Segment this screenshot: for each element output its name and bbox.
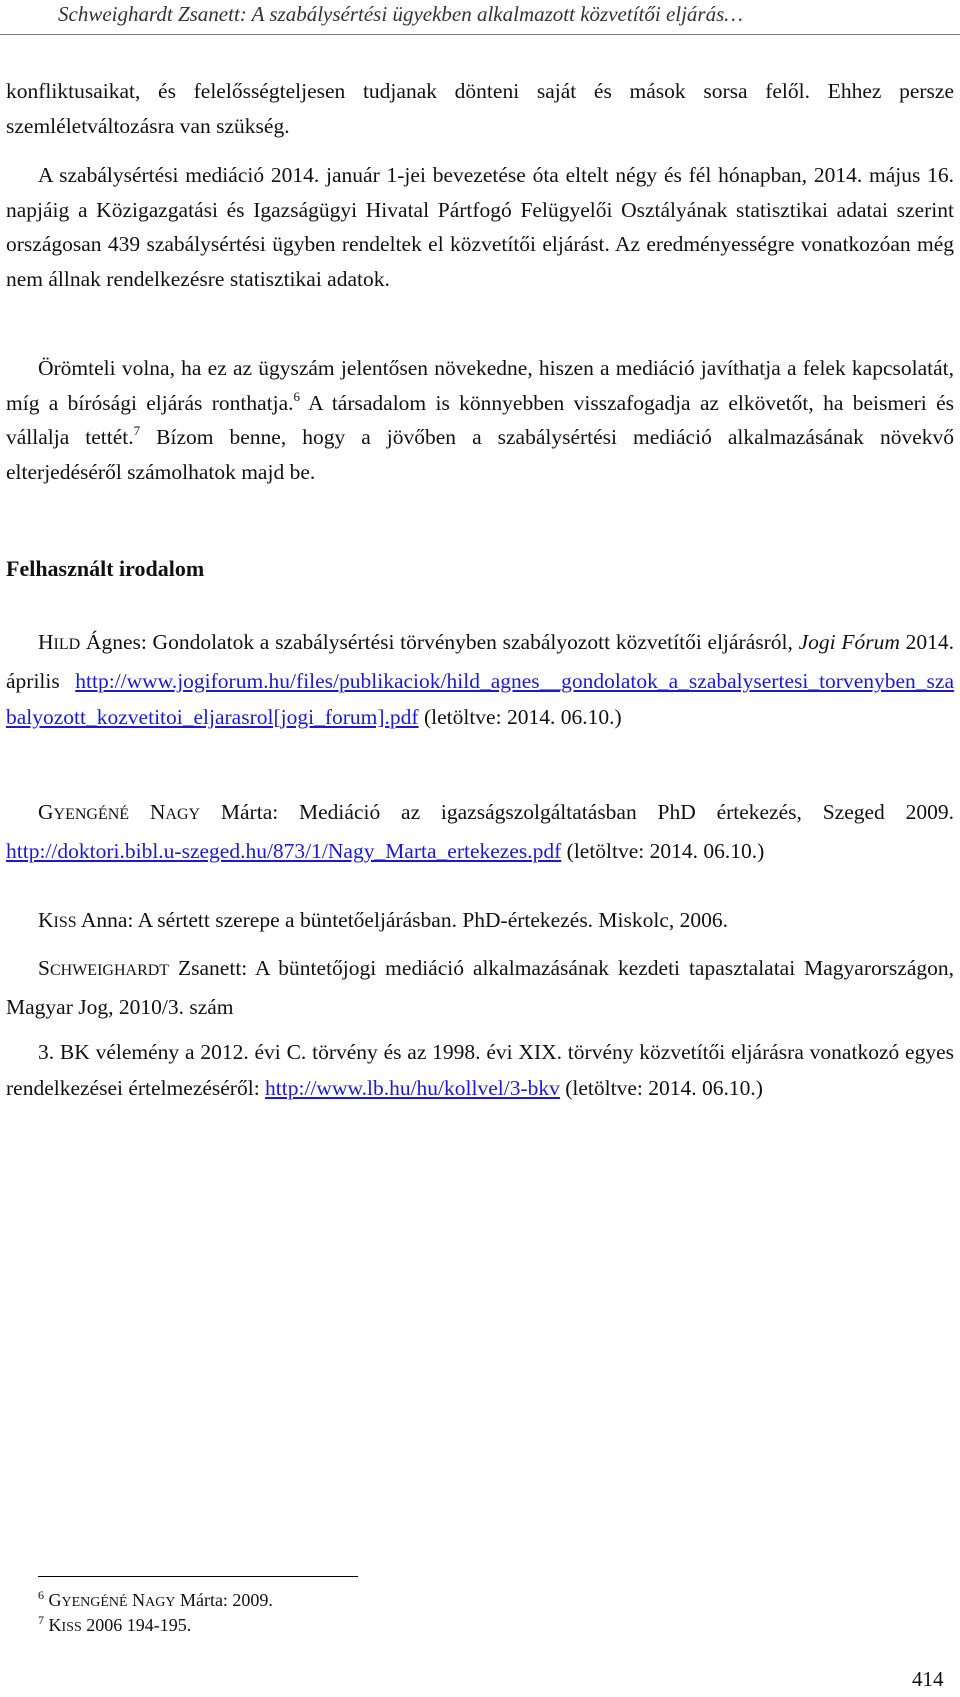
- footnote-number: 7: [38, 1613, 44, 1627]
- paragraph-text: A társadalom is könnyebben visszafogadja az elkövetőt, ha beismeri és vállalja tettét.: [6, 390, 954, 449]
- author-name: N: [127, 1590, 146, 1610]
- reference-text: Ágnes: Gondolatok a szabálysértési törvényben szabályozott közvetítői eljárásról,: [80, 630, 799, 654]
- paragraph-statistics: [6, 158, 954, 296]
- footnote-text: 2006 194-195.: [81, 1615, 192, 1635]
- reference-kiss: [6, 902, 954, 941]
- footnote-text: Márta: 2009.: [175, 1590, 273, 1610]
- reference-link[interactable]: http://doktori.bibl.u-szeged.hu/873/1/Nagy_Marta_ertekezes.pdf: [6, 839, 562, 863]
- access-date: (letöltve: 2014. 06.10.): [561, 839, 765, 863]
- paragraph-text: konfliktusaikat, és felelősségteljesen tudjanak dönteni saját és mások sorsa felől. Ehhez persze szemléletváltozásra van szükség.: [6, 79, 954, 138]
- access-date: (letöltve: 2014. 06.10.): [418, 705, 622, 729]
- author-name: G: [38, 800, 54, 824]
- access-date: (letöltve: 2014. 06.10.): [559, 1076, 763, 1100]
- journal-title: Jogi Fórum: [798, 630, 900, 654]
- reference-text: Zsanett: A büntetőjogi mediáció alkalmazásának kezdeti tapasztalatai Magyarországon, Magyar Jog, 2010/3. szám: [6, 956, 954, 1019]
- running-title: Schweighardt Zsanett: A szabálysértési ügyekben alkalmazott közvetítői eljárás…: [58, 2, 743, 26]
- author-name: YENGÉNÉ: [53, 806, 130, 823]
- reference-hild: [6, 624, 954, 735]
- footnote-7: [38, 1615, 191, 1636]
- page-number: 414: [912, 1667, 944, 1691]
- paragraph-conclusion: [6, 351, 954, 489]
- author-name: CHWEIGHARDT: [49, 962, 170, 979]
- reference-gyengene-nagy: [6, 794, 954, 869]
- bibliography-heading: Felhasznált irodalom: [6, 556, 205, 581]
- running-header: [0, 0, 960, 35]
- reference-link[interactable]: http://www.lb.hu/hu/kollvel/3-bkv: [265, 1076, 560, 1100]
- reference-text: 3. BK vélemény a 2012. évi C. törvény és az 1998. évi XIX. törvény közvetítői eljárásra vonatkozó egyes rendelkezései értelmezéséről:: [6, 1040, 954, 1100]
- author-name: ILD: [53, 636, 81, 653]
- author-name: AGY: [165, 806, 201, 823]
- paragraph-text: Bízom benne, hogy a jövőben a szabálysértési mediáció alkalmazásának növekvő elterjedéséről számolhatok majd be.: [6, 425, 954, 484]
- footnote-separator: [38, 1576, 358, 1577]
- reference-date: 2014. április: [6, 630, 955, 693]
- paragraph-text: Örömteli volna, ha ez az ügyszám jelentősen növekedne, hiszen a mediáció javíthatja a felek kapcsolatát, míg a bírósági eljárás ronthatja.: [6, 356, 954, 415]
- reference-schweighardt: [6, 950, 954, 1025]
- author-name: ISS: [61, 1620, 82, 1635]
- author-name: H: [38, 630, 54, 654]
- paragraph-continuation: [6, 74, 954, 143]
- reference-text: Márta: Mediáció az igazságszolgáltatásban PhD értekezés, Szeged 2009.: [200, 800, 954, 824]
- footnote-ref-6[interactable]: 6: [293, 388, 300, 404]
- author-name: S: [38, 956, 50, 980]
- reference-text: Anna: A sértett szerepe a büntetőeljárásban. PhD-értekezés. Miskolc, 2006.: [76, 908, 729, 932]
- reference-link[interactable]: http://www.jogiforum.hu/files/publikaciok/hild_agnes__gondolatok_a_szabalysertesi_torvenyben_szabalyozott_kozvetitoi_eljarasrol[jogi_forum].pdf: [6, 669, 954, 729]
- footnote-ref-7[interactable]: 7: [133, 423, 141, 438]
- author-name: G: [48, 1590, 62, 1610]
- author-name: ISS: [53, 914, 77, 931]
- footnote-number: 6: [38, 1588, 44, 1602]
- author-name: N: [129, 800, 166, 824]
- author-name: YENGÉNÉ: [61, 1595, 128, 1610]
- reference-bk-velemeny: [6, 1034, 954, 1106]
- paragraph-text: A szabálysértési mediáció 2014. január 1-jei bevezetése óta eltelt négy és fél hónapban, 2014. május 16. napjáig a Közigazgatási és Igazságügyi Hivatal Pártfogó Felügyelői Osztályának statisztikai adatai szerint országosan 439 szabálysértési ügyben rendeltek el közvetítői eljárást. Az eredményességre vonatkozóan még nem állnak rendelkezésre statisztikai adatok.: [6, 163, 954, 291]
- author-name: K: [38, 908, 54, 932]
- footnote-6: [38, 1590, 273, 1611]
- author-name: AGY: [145, 1595, 176, 1610]
- author-name: K: [48, 1615, 62, 1635]
